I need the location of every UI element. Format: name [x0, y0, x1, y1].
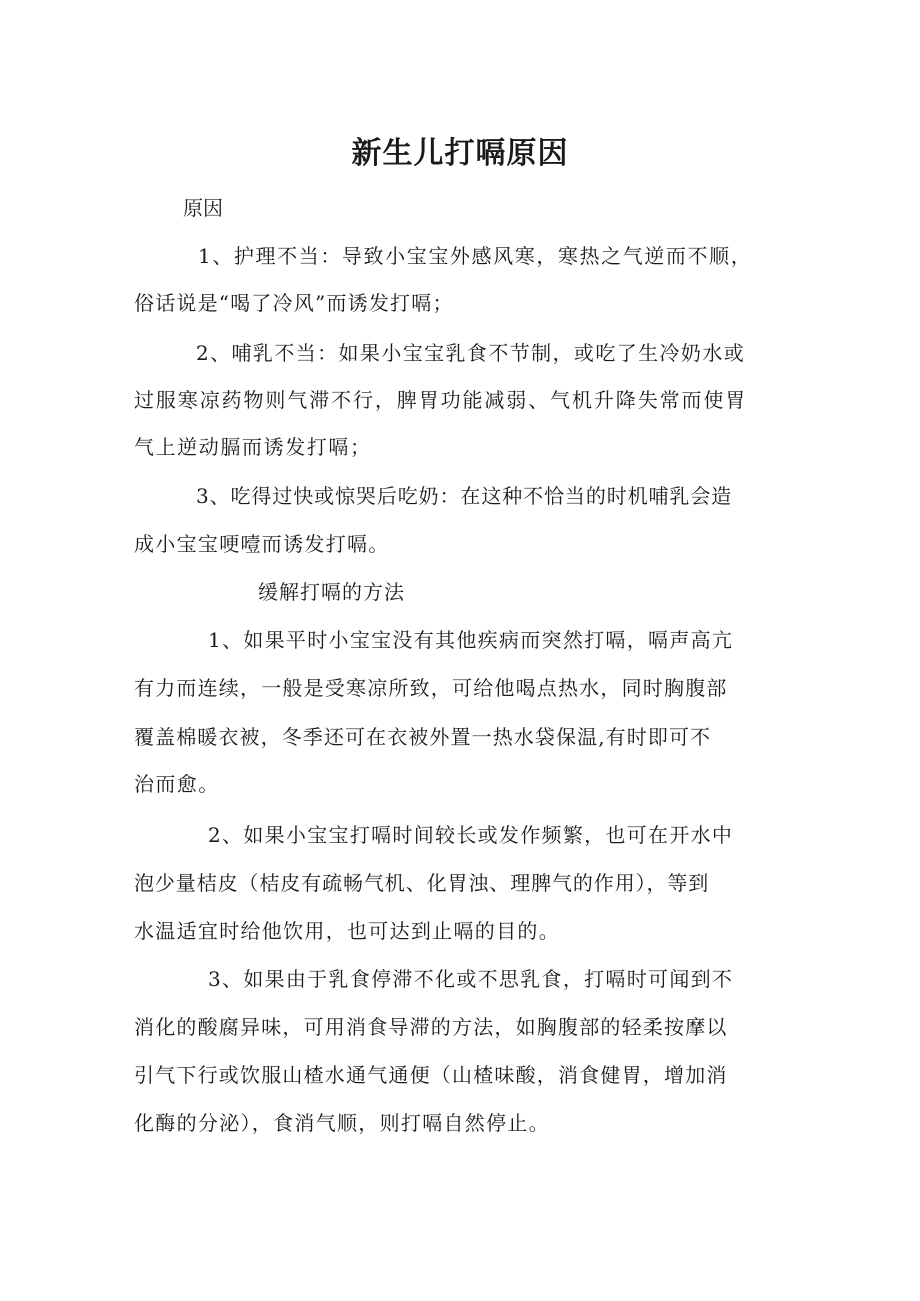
document-title: 新生儿打嗝原因 [351, 136, 569, 171]
remedy-1-line-4: 治而愈。 [134, 772, 220, 796]
cause-3-line-2: 成小宝宝哽噎而诱发打嗝。 [134, 532, 390, 556]
cause-2-line-3: 气上逆动膈而诱发打嗝； [134, 435, 372, 459]
section-heading-remedies: 缓解打嗝的方法 [258, 580, 405, 604]
remedy-3-line-4: 化酶的分泌），食消气顺，则打嗝自然停止。 [134, 1111, 550, 1135]
cause-2-line-2: 过服寒凉药物则气滞不行，脾胃功能减弱、气机升降失常而使胃 [134, 388, 748, 412]
remedy-3-line-3: 引气下行或饮服山楂水通气通便（山楂味酸，消食健胃，增加消 [134, 1063, 728, 1087]
section-heading-causes: 原因 [183, 196, 223, 220]
cause-1-line-1: 1、护理不当：导致小宝宝外感风寒，寒热之气逆而不顺， [198, 244, 753, 268]
remedy-1-line-2: 有力而连续，一般是受寒凉所致，可给他喝点热水，同时胸腹部 [134, 676, 728, 700]
remedy-2-line-1: 2、如果小宝宝打嗝时间较长或发作频繁，也可在开水中 [208, 823, 734, 847]
remedy-2-line-2: 泡少量桔皮（桔皮有疏畅气机、化胃浊、理脾气的作用），等到 [134, 871, 710, 895]
cause-3-line-1: 3、吃得过快或惊哭后吃奶：在这种不恰当的时机哺乳会造 [196, 484, 733, 508]
remedy-1-line-3: 覆盖棉暖衣被，冬季还可在衣被外置一热水袋保温,有时即可不 [134, 725, 712, 749]
cause-1-line-2: 俗话说是“喝了冷风”而诱发打嗝； [134, 291, 454, 315]
remedy-1-line-1: 1、如果平时小宝宝没有其他疾病而突然打嗝，嗝声高亢 [208, 628, 734, 652]
remedy-2-line-3: 水温适宜时给他饮用，也可达到止嗝的目的。 [134, 919, 560, 943]
cause-2-line-1: 2、哺乳不当：如果小宝宝乳食不节制，或吃了生冷奶水或 [196, 341, 746, 365]
remedy-3-line-2: 消化的酸腐异味，可用消食导滞的方法，如胸腹部的轻柔按摩以 [134, 1015, 728, 1039]
remedy-3-line-1: 3、如果由于乳食停滞不化或不思乳食，打嗝时可闻到不 [208, 967, 734, 991]
